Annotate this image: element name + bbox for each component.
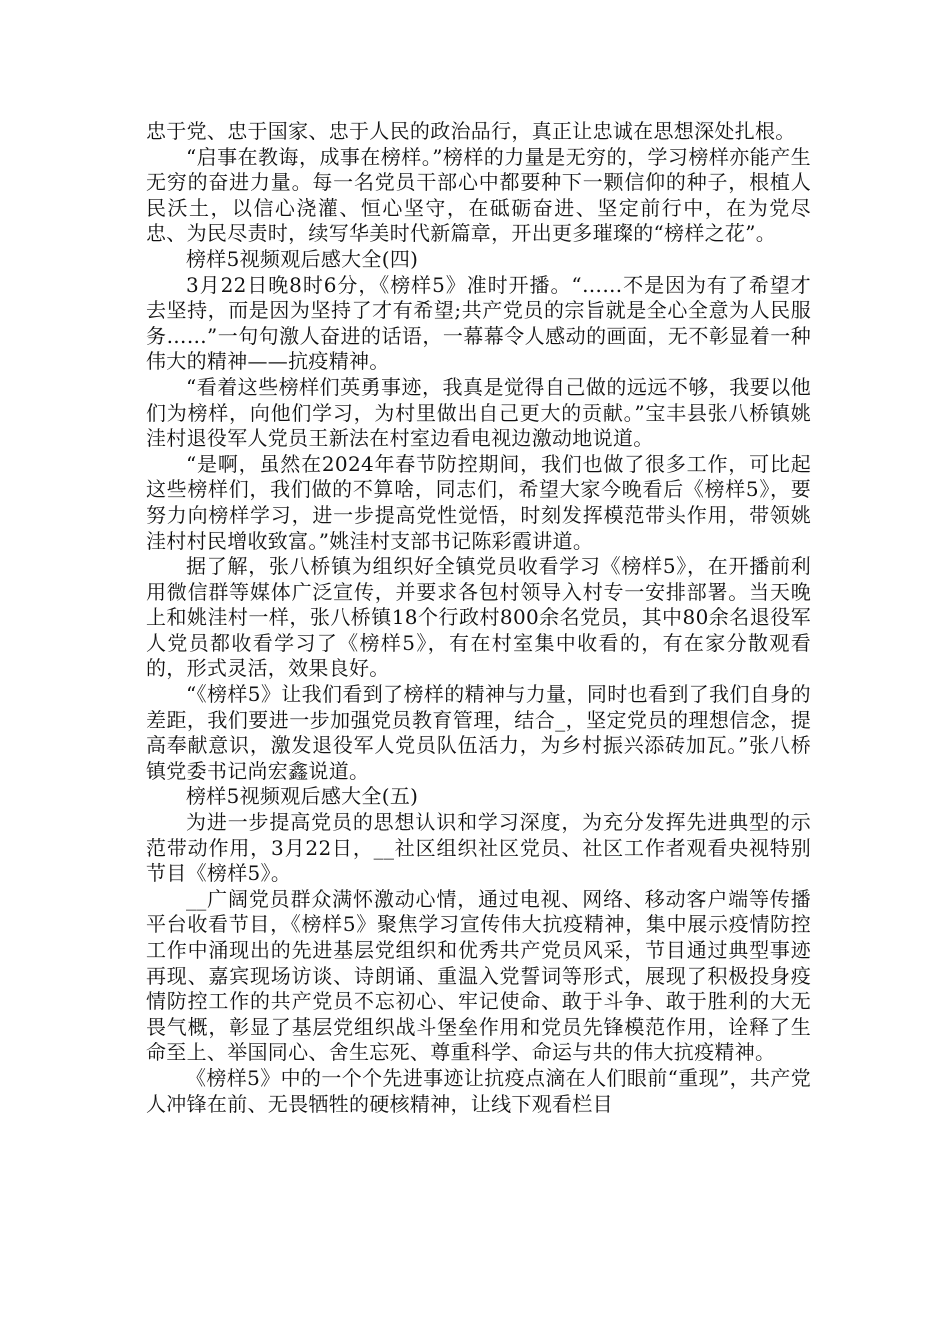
paragraph: __广阔党员群众满怀激动心情，通过电视、网络、移动客户端等传播平台收看节目，《榜样5》聚焦学习宣传伟大抗疫精神，集中展示疫情防控工作中涌现出的先进基层党组织和优秀共产党员风采，节目通过典型事迹再现、嘉宾现场访谈、诗朗诵、重温入党誓词等形式，展现了积极投身疫情防控工作的共产党员不忘初心、牢记使命、敢于斗争、敢于胜利的大无畏气概，彰显了基层党组织战斗堡垒作用和党员先锋模范作用，诠释了生命至上、举国同心、舍生忘死、尊重科学、命运与共的伟大抗疫精神。: [146, 886, 811, 1065]
paragraph: “《榜样5》让我们看到了榜样的精神与力量，同时也看到了我们自身的差距，我们要进一步加强党员教育管理，结合_，坚定党员的理想信念，提高奉献意识，激发退役军人党员队伍活力，为乡村振兴添砖加瓦。”张八桥镇党委书记尚宏鑫说道。: [146, 682, 811, 783]
paragraph: 据了解，张八桥镇为组织好全镇党员收看学习《榜样5》，在开播前利用微信群等媒体广泛宣传，并要求各包村领导入村专一安排部署。当天晚上和姚洼村一样，张八桥镇18个行政村800余名党员，其中80余名退役军人党员都收看学习了《榜样5》，有在村室集中收看的，有在家分散观看的，形式灵活，效果良好。: [146, 554, 811, 681]
paragraph: 3月22日晚8时6分，《榜样5》准时开播。“……不是因为有了希望才去坚持，而是因为坚持了才有希望;共产党员的宗旨就是全心全意为人民服务……”一句句激人奋进的话语，一幕幕令人感动的画面，无不彰显着一种伟大的精神——抗疫精神。: [146, 272, 811, 374]
section-heading-4: 榜样5视频观后感大全(四): [186, 246, 419, 271]
paragraph: 《榜样5》中的一个个先进事迹让抗疫点滴在人们眼前“重现”，共产党人冲锋在前、无畏牺牲的硬核精神，让线下观看栏目: [146, 1065, 811, 1116]
paragraph: “启事在教诲，成事在榜样。”榜样的力量是无穷的，学习榜样亦能产生无穷的奋进力量。每一名党员干部心中都要种下一颗信仰的种子，根植人民沃土，以信心浇灌、恒心坚守，在砥砺奋进、坚定前行中，在为党尽忠、为民尽责时，续写华美时代新篇章，开出更多璀璨的“榜样之花”。: [146, 144, 811, 246]
section-heading-5: 榜样5视频观后感大全(五): [186, 784, 419, 809]
paragraph: 为进一步提高党员的思想认识和学习深度，为充分发挥先进典型的示范带动作用，3月22日，__社区组织社区党员、社区工作者观看央视特别节目《榜样5》。: [146, 810, 811, 886]
document-body: [146, 119, 811, 1117]
paragraph: “看着这些榜样们英勇事迹，我真是觉得自己做的远远不够，我要以他们为榜样，向他们学习，为村里做出自己更大的贡献。”宝丰县张八桥镇姚洼村退役军人党员王新法在村室边看电视边激动地说道。: [146, 374, 811, 451]
paragraph-continuation: 忠于党、忠于国家、忠于人民的政治品行，真正让忠诚在思想深处扎根。: [146, 119, 796, 143]
paragraph: “是啊，虽然在2024年春节防控期间，我们也做了很多工作，可比起这些榜样们，我们做的不算啥，同志们，希望大家今晚看后《榜样5》，要努力向榜样学习，进一步提高党性觉悟，时刻发挥模范带头作用，带领姚洼村村民增收致富。”姚洼村支部书记陈彩霞讲道。: [146, 451, 811, 553]
